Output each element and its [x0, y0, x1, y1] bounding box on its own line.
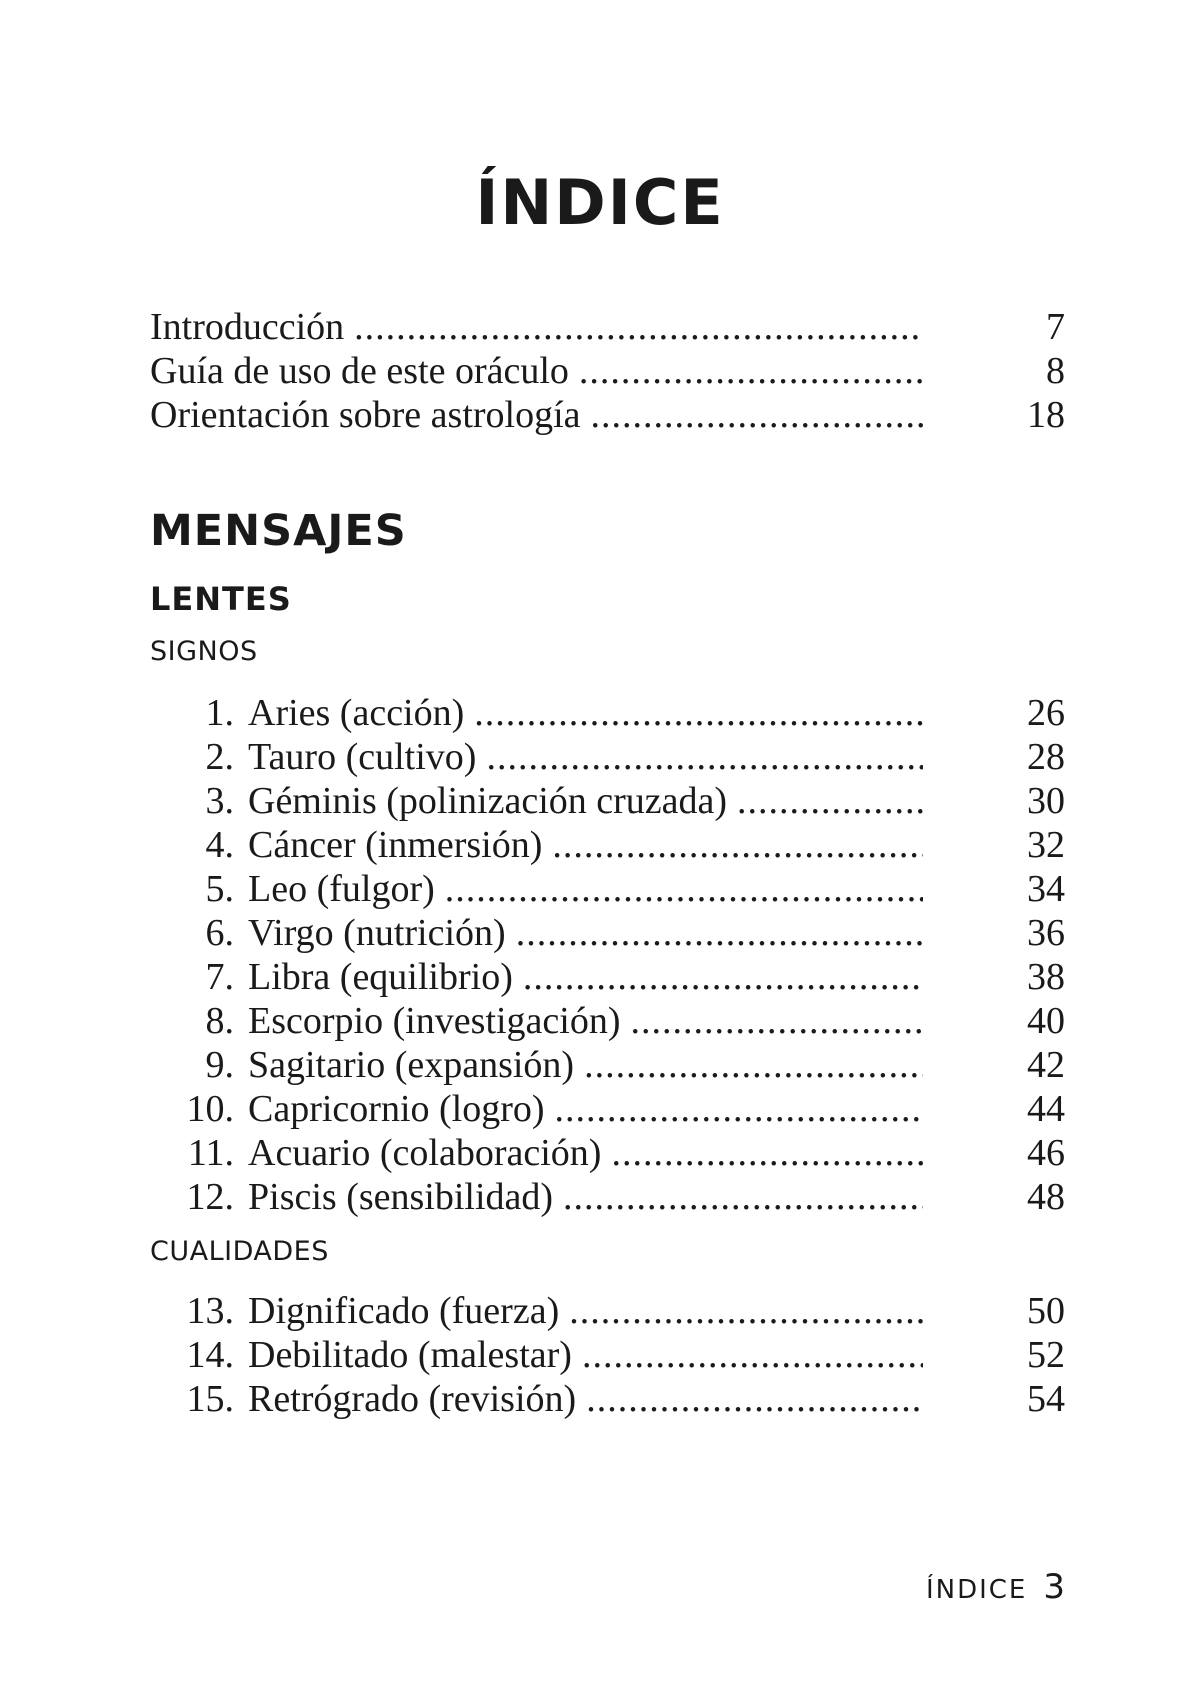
dot-leader — [563, 1178, 923, 1216]
toc-entry-number: 14. — [186, 1334, 234, 1376]
toc-entry[interactable] — [150, 958, 1065, 996]
page-title: ÍNDICE — [475, 165, 725, 239]
toc-entry-title: Sagitario (expansión) — [248, 1044, 575, 1086]
toc-entry[interactable] — [150, 396, 1065, 434]
dot-leader — [584, 1046, 923, 1084]
toc-entry-page: 48 — [1027, 1176, 1065, 1218]
toc-entry-number: 7. — [205, 956, 234, 998]
dot-leader — [631, 1002, 923, 1040]
toc-entry-title: Leo (fulgor) — [248, 868, 435, 910]
toc-entry-number: 3. — [205, 780, 234, 822]
toc-entry[interactable] — [150, 694, 1065, 732]
toc-entry-title: Debilitado (malestar) — [248, 1334, 572, 1376]
toc-entry[interactable] — [150, 308, 1065, 346]
toc-entry[interactable] — [150, 1292, 1065, 1330]
toc-entry-title: Retrógrado (revisión) — [248, 1378, 577, 1420]
toc-entry-page: 50 — [1027, 1290, 1065, 1332]
toc-entry-title: Aries (acción) — [248, 692, 465, 734]
toc-entry-page: 26 — [1027, 692, 1065, 734]
toc-entry-number: 6. — [205, 912, 234, 954]
toc-entry[interactable] — [150, 1178, 1065, 1216]
toc-entry-number: 13. — [186, 1290, 234, 1332]
toc-entry-title: Escorpio (investigación) — [248, 1000, 621, 1042]
toc-entry-page: 7 — [1046, 306, 1065, 348]
toc-entry-number: 15. — [186, 1378, 234, 1420]
toc-entry[interactable] — [150, 870, 1065, 908]
toc-entry[interactable] — [150, 782, 1065, 820]
toc-entry-page: 34 — [1027, 868, 1065, 910]
dot-leader — [591, 396, 923, 434]
toc-entry-title: Guía de uso de este oráculo — [150, 350, 569, 392]
toc-entry-title: Acuario (colaboración) — [248, 1132, 602, 1174]
toc-entry-title: Piscis (sensibilidad) — [248, 1176, 554, 1218]
group-label: CUALIDADES — [150, 1236, 329, 1267]
toc-entry-number: 5. — [205, 868, 234, 910]
dot-leader — [582, 1336, 923, 1374]
toc-entry-page: 36 — [1027, 912, 1065, 954]
toc-entry-title: Virgo (nutrición) — [248, 912, 506, 954]
dot-leader — [586, 1380, 923, 1418]
page-number: 3 — [1043, 1567, 1065, 1607]
toc-entry-number: 1. — [205, 692, 234, 734]
toc-entry[interactable] — [150, 1134, 1065, 1172]
dot-leader — [354, 308, 923, 346]
toc-entry[interactable] — [150, 1380, 1065, 1418]
toc-entry-page: 30 — [1027, 780, 1065, 822]
toc-entry-page: 54 — [1027, 1378, 1065, 1420]
toc-entry[interactable] — [150, 914, 1065, 952]
toc-entry-page: 42 — [1027, 1044, 1065, 1086]
toc-entry-title: Orientación sobre astrología — [150, 394, 581, 436]
toc-entry[interactable] — [150, 738, 1065, 776]
toc-entry-page: 32 — [1027, 824, 1065, 866]
dot-leader — [486, 738, 923, 776]
toc-entry[interactable] — [150, 826, 1065, 864]
toc-entry[interactable] — [150, 1336, 1065, 1374]
toc-entry-title: Dignificado (fuerza) — [248, 1290, 560, 1332]
toc-entry-page: 52 — [1027, 1334, 1065, 1376]
toc-entry[interactable] — [150, 352, 1065, 390]
dot-leader — [474, 694, 923, 732]
dot-leader — [611, 1134, 923, 1172]
toc-entry[interactable] — [150, 1090, 1065, 1128]
dot-leader — [579, 352, 923, 390]
toc-entry-number: 11. — [187, 1132, 234, 1174]
dot-leader — [555, 1090, 923, 1128]
toc-entry-page: 8 — [1046, 350, 1065, 392]
toc-entry-number: 12. — [186, 1176, 234, 1218]
toc-entry-number: 10. — [186, 1088, 234, 1130]
page-footer — [925, 1567, 1065, 1607]
dot-leader — [552, 826, 923, 864]
dot-leader — [737, 782, 923, 820]
dot-leader — [445, 870, 923, 908]
toc-entry-page: 40 — [1027, 1000, 1065, 1042]
section-heading: MENSAJES — [150, 506, 407, 556]
toc-entry-number: 2. — [205, 736, 234, 778]
toc-entry[interactable] — [150, 1046, 1065, 1084]
toc-entry-page: 46 — [1027, 1132, 1065, 1174]
dot-leader — [516, 914, 923, 952]
toc-entry[interactable] — [150, 1002, 1065, 1040]
toc-entry-page: 18 — [1027, 394, 1065, 436]
group-label: SIGNOS — [150, 636, 258, 667]
toc-entry-title: Introducción — [150, 306, 345, 348]
dot-leader — [569, 1292, 923, 1330]
toc-entry-number: 8. — [205, 1000, 234, 1042]
toc-entry-title: Libra (equilibrio) — [248, 956, 513, 998]
toc-entry-number: 4. — [205, 824, 234, 866]
toc-entry-title: Capricornio (logro) — [248, 1088, 545, 1130]
subsection-heading: LENTES — [150, 580, 292, 618]
toc-entry-number: 9. — [205, 1044, 234, 1086]
toc-entry-page: 38 — [1027, 956, 1065, 998]
running-footer-label: ÍNDICE — [925, 1575, 1028, 1605]
toc-entry-page: 28 — [1027, 736, 1065, 778]
toc-entry-title: Géminis (polinización cruzada) — [248, 780, 728, 822]
toc-entry-page: 44 — [1027, 1088, 1065, 1130]
toc-entry-title: Tauro (cultivo) — [248, 736, 477, 778]
dot-leader — [523, 958, 923, 996]
toc-entry-title: Cáncer (inmersión) — [248, 824, 543, 866]
